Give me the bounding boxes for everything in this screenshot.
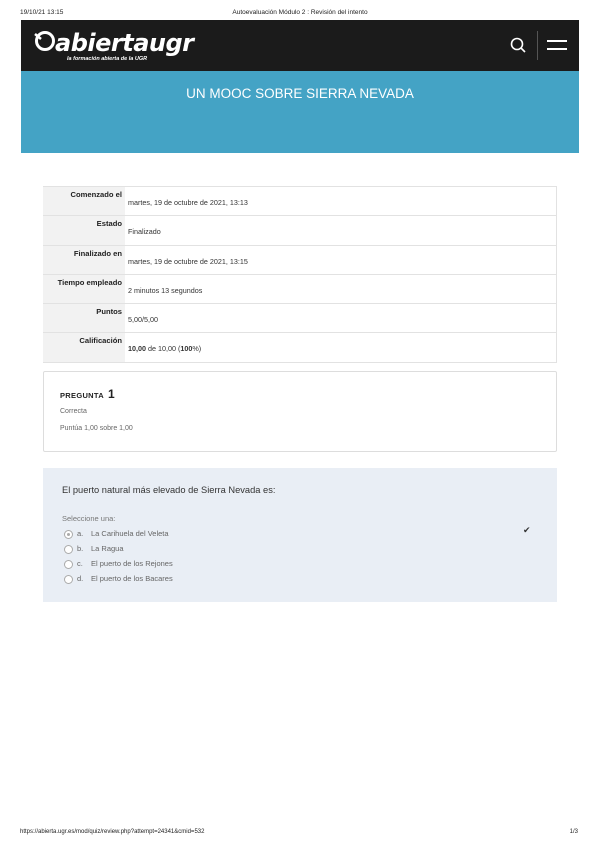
- summary-row: [43, 216, 557, 245]
- print-url: https://abierta.ugr.es/mod/quiz/review.php?attempt=24341&cmid=532: [20, 829, 205, 835]
- answer-option[interactable]: [64, 574, 534, 586]
- answer-option[interactable]: [64, 529, 534, 541]
- brand-logo[interactable]: [31, 26, 194, 66]
- summary-label: Finalizado en: [43, 245, 125, 274]
- summary-row: [43, 245, 557, 274]
- print-datetime: 19/10/21 13:15: [20, 9, 64, 16]
- answer-option[interactable]: [64, 559, 534, 571]
- grade-mid: de 10,00 (: [146, 344, 181, 354]
- question-grade: Puntúa 1,00 sobre 1,00: [60, 425, 133, 432]
- summary-label: Calificación: [43, 333, 125, 362]
- course-title: UN MOOC SOBRE SIERRA NEVADA: [186, 86, 414, 101]
- summary-row: [43, 187, 557, 216]
- print-page-number: 1/3: [569, 829, 578, 835]
- summary-value: martes, 19 de octubre de 2021, 13:15: [125, 245, 557, 274]
- summary-label: Comenzado el: [43, 187, 125, 216]
- option-text: La Ragua: [91, 544, 124, 553]
- summary-row: [43, 274, 557, 303]
- option-letter: a.: [77, 529, 84, 538]
- summary-value: martes, 19 de octubre de 2021, 13:13: [125, 187, 557, 216]
- summary-label: Puntos: [43, 304, 125, 333]
- grade-percent: 100: [180, 344, 193, 354]
- question-text: El puerto natural más elevado de Sierra Nevada es:: [62, 485, 276, 495]
- option-text: El puerto de los Bacares: [91, 574, 173, 583]
- answer-prompt: Seleccione una:: [62, 514, 116, 523]
- radio-icon[interactable]: [64, 545, 73, 554]
- logo-mark-icon: [33, 30, 57, 52]
- question-info-box: [43, 371, 557, 452]
- summary-row: [43, 304, 557, 333]
- option-text: La Carihuela del Veleta: [91, 529, 169, 538]
- summary-value: Finalizado: [125, 216, 557, 245]
- option-letter: c.: [77, 559, 83, 568]
- option-letter: b.: [77, 544, 84, 553]
- option-letter: d.: [77, 574, 84, 583]
- radio-selected-icon[interactable]: [64, 530, 73, 539]
- checkmark-icon: ✔: [523, 525, 531, 535]
- answer-option[interactable]: [64, 544, 534, 556]
- grade-value: 10,00: [128, 344, 146, 354]
- option-text: El puerto de los Rejones: [91, 559, 173, 568]
- print-title: Autoevaluación Módulo 2 : Revisión del intento: [232, 9, 368, 16]
- question-label: PREGUNTA: [60, 391, 104, 400]
- summary-value: 5,00/5,00: [125, 304, 557, 333]
- top-navbar: [21, 20, 579, 71]
- search-icon[interactable]: [509, 36, 527, 54]
- summary-label: Estado: [43, 216, 125, 245]
- question-number: 1: [107, 387, 115, 401]
- summary-label: Tiempo empleado: [43, 274, 125, 303]
- brand-tagline: la formación abierta de la UGR: [67, 56, 148, 62]
- radio-icon[interactable]: [64, 560, 73, 569]
- hamburger-menu-icon[interactable]: [547, 37, 567, 53]
- summary-value: 2 minutos 13 segundos: [125, 274, 557, 303]
- grade-end: %): [192, 344, 202, 354]
- course-banner: [21, 71, 579, 153]
- question-state: Correcta: [60, 408, 87, 415]
- print-header: [0, 9, 600, 19]
- radio-icon[interactable]: [64, 575, 73, 584]
- question-content-box: [43, 468, 557, 602]
- question-heading: [60, 387, 115, 401]
- attempt-summary-table: [43, 186, 557, 363]
- summary-row: [43, 333, 557, 362]
- summary-value: [125, 333, 557, 362]
- nav-divider: [537, 31, 538, 60]
- brand-name: abiertaugr: [55, 29, 194, 57]
